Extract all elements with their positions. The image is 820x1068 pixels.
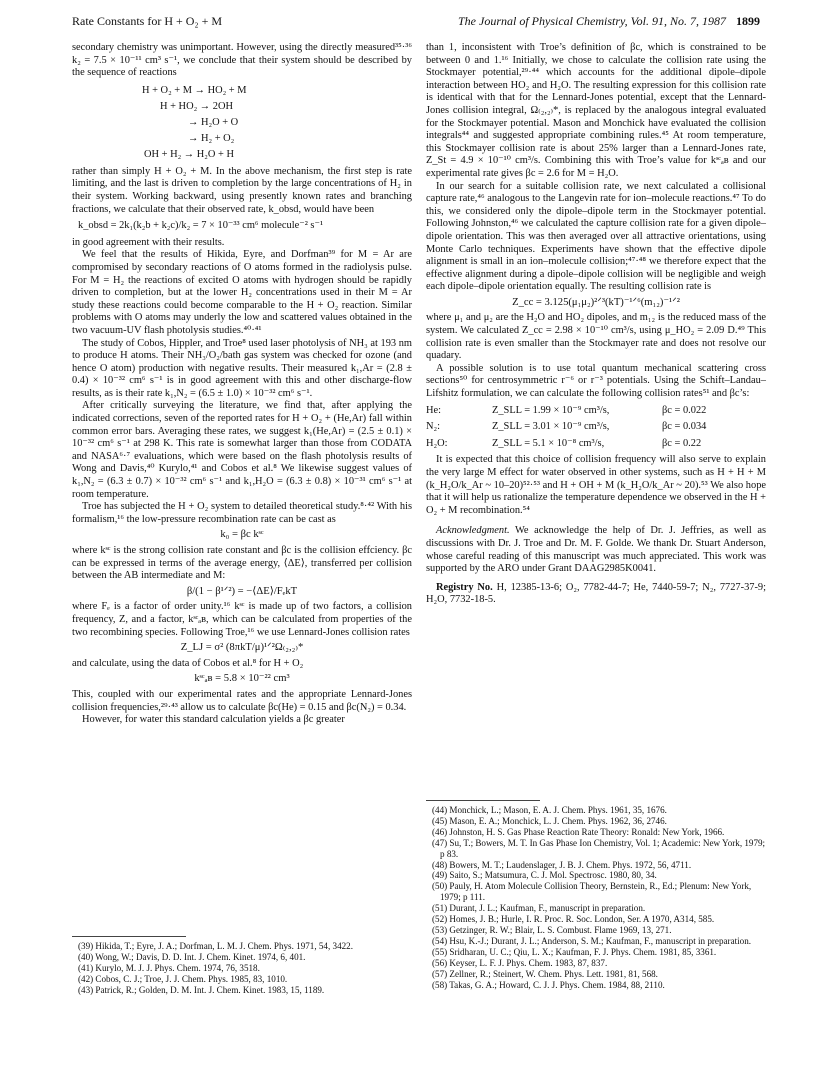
- footnote-rule: [72, 936, 186, 937]
- right-column: [426, 42, 766, 607]
- registry-text: H, 12385-13-6; O₂, 7782-44-7; He, 7440-59-7; N₂, 7727-37-9; H₂O, 7732-18-5.: [426, 581, 767, 606]
- beta-value: βc = 0.034: [662, 421, 707, 433]
- reaction-step: → H₂ + O₂: [188, 132, 235, 144]
- zsll-value: Z_SLL = 5.1 × 10⁻⁸ cm³/s,: [492, 437, 605, 449]
- reference-item: (53) Getzinger, R. W.; Blair, L. S. Combust. Flame 1969, 13, 271.: [432, 924, 672, 935]
- reaction-step: → H₂O + O: [188, 116, 239, 128]
- reference-item: (49) Saito, S.; Matsumura, C. J. Mol. Spectrosc. 1980, 80, 34.: [432, 870, 657, 881]
- species: H₂O:: [426, 437, 448, 449]
- reference-item: (50) Pauly, H. Atom Molecule Collision Theory, Bernstein, R., Ed.; Plenum: New York, 1979; p 111.: [432, 881, 752, 903]
- equation-beta: β/(1 − β¹ᐟ²) = −⟨ΔE⟩/FₑkT: [186, 585, 298, 597]
- journal-citation: The Journal of Physical Chemistry, Vol. 91, No. 7, 1987: [458, 14, 726, 28]
- reference-item: (45) Mason, E. A.; Monchick, L. J. Chem. Phys. 1962, 36, 2746.: [432, 815, 667, 826]
- zsll-value: Z_SLL = 1.99 × 10⁻⁹ cm³/s,: [492, 404, 610, 416]
- zsll-value: Z_SLL = 3.01 × 10⁻⁹ cm³/s,: [492, 421, 610, 433]
- paragraph: secondary chemistry was unimportant. However, using the directly measured³⁵·³⁶ k₂ = 7.5 × 10⁻¹¹ cm³ s⁻¹, we conclude that their system should be described by the sequence of reactions: [72, 42, 412, 79]
- registry-numbers: [426, 582, 766, 607]
- reaction-mechanism: [72, 83, 412, 163]
- page-number: 1899: [736, 14, 760, 28]
- registry-heading: Registry No.: [436, 581, 493, 593]
- equation-kobsd: k_obsd = 2k₁(k₂b + k₂c)/k₂ = 7 × 10⁻³³ cm⁶ molecule⁻² s⁻¹: [78, 220, 324, 232]
- equation-zcc: Z_cc = 3.125(μ₁μ₂)²ᐟ³(kT)⁻¹ᐟ⁶(m₁₂)⁻¹ᐟ²: [512, 296, 680, 308]
- reference-item: (55) Sridharan, U. C.; Qiu, L. X.; Kaufman, F. J. Phys. Chem. 1981, 85, 3361.: [432, 946, 717, 957]
- acknowledgment-heading: Acknowledgment.: [436, 525, 510, 537]
- reference-item: (43) Patrick, R.; Golden, D. M. Int. J. Chem. Kinet. 1983, 15, 1189.: [78, 984, 325, 995]
- paragraph: This, coupled with our experimental rates and the appropriate Lennard-Jones collision frequencies,²⁹·⁴³ allow us to calculate βc(He) = 0.15 and βc(N₂) = 0.34.: [72, 688, 412, 713]
- references-right: [426, 792, 766, 990]
- paragraph: We feel that the results of Hikida, Eyre, and Dorfman³⁹ for M = Ar are compromised by secondary reactions of O atoms formed in the radiolysis pulse. For M = H₂ the reactions of excited O atoms with hydrogen should be rapidly driven to completion, but at the lower H₂ concentrations used in their M = Ar study these reactions could become comparable to the H + O₂ reaction. Similar problems with O atoms may underly the low and scattered values obtained in the two vacuum-UV flash photolysis studies.⁴⁰·⁴¹: [72, 249, 412, 336]
- paragraph: and calculate, using the data of Cobos et al.⁸ for H + O₂: [72, 657, 304, 669]
- species: N₂:: [426, 421, 441, 433]
- paragraph: After critically surveying the literature, we find that, after applying the indicated corrections, seven of the reported rates for H + O₂ + (He,Ar) fall within common error bars. Averaging these rates, we suggest k₁(He,Ar) = (2.5 ± 0.1) × 10⁻³² cm⁶ s⁻¹ at 298 K. This rate is somewhat larger than those from CODATA and NASA⁶·⁷ evaluations, which were based on the flash photolysis results of Wong and Davis,⁴⁰ Kurylo,⁴¹ and Cobos et al.⁸ We likewise suggest values of k₁,N₂ = (6.3 ± 0.7) × 10⁻³² cm⁶ s⁻¹ and k₁,H₂O = (6.3 ± 0.8) × 10⁻³¹ cm⁶ s⁻¹ at room temperature.: [72, 400, 412, 500]
- journal-header: [458, 14, 760, 29]
- equation-kab: kˢᶜₐʙ = 5.8 × 10⁻²² cm³: [194, 673, 290, 685]
- reference-item: (46) Johnston, H. S. Gas Phase Reaction Rate Theory: Ronald: New York, 1966.: [432, 826, 725, 837]
- running-title: Rate Constants for H + O₂ + M: [72, 14, 223, 28]
- reference-item: (44) Monchick, L.; Mason, E. A. J. Chem. Phys. 1961, 35, 1676.: [432, 805, 667, 815]
- acknowledgment-text: We acknowledge the help of Dr. J. Jeffries, as well as discussions with Dr. J. Troe and Dr. M. F. Golde. We thank Dr. Stuart Anderson, whose careful reading of this manuscript was much appreciated. This work was supported by the ARO under Grant DAAG2985K0041.: [426, 525, 766, 575]
- reference-item: (51) Durant, J. L.; Kaufman, F., manuscript in preparation.: [432, 903, 646, 914]
- reference-item: (47) Su, T.; Bowers, M. T. In Gas Phase Ion Chemistry, Vol. 1; Academic: New York, 1979; p 83.: [432, 837, 766, 859]
- reference-item: (52) Homes, J. B.; Hurle, I. R. Proc. R. Soc. London, Ser. A 1970, A314, 585.: [432, 914, 715, 925]
- paragraph: in good agreement with their results.: [72, 236, 225, 248]
- beta-value: βc = 0.22: [662, 437, 702, 449]
- paragraph: In our search for a suitable collision rate, we next calculated a collisional capture rate,⁴⁶ analogous to the Langevin rate for ion–molecule reactions.⁴⁷ To do this, we considered only the dipole–dipole term in the Stockmayer potential. Following Johnston,⁴⁶ we calculated the capture collision rate for a given dipole–dipole orientation. This was then averaged over all attractive orientations, using Monte Carlo techniques. Experiments have shown that the effective dipole alignment is small in an ion–molecule collision;⁴⁷·⁴⁸ we therefore expect that the effective alignment during a dipole–dipole collision will be negligible and weigh each dipole–dipole orientation equally. The resulting collision rate is: [426, 180, 766, 293]
- reference-item: (54) Hsu, K.-J.; Durant, J. L.; Anderson, S. M.; Kaufman, F., manuscript in preparation.: [432, 935, 752, 946]
- paragraph: A possible solution is to use total quantum mechanical scattering cross sections⁵⁰ for centrosymmetric r⁻⁶ or r⁻³ potentials. Using the Schift–Landau–Lifshitz formulation, we can calculate the following collision rates⁵¹ and βc’s:: [426, 362, 766, 400]
- collision-rate-row: [426, 405, 766, 418]
- equation-k0: k₀ = βc kˢᶜ: [220, 529, 264, 541]
- reference-item: (48) Bowers, M. T.; Laudenslager, J. B. J. Chem. Phys. 1972, 56, 4711.: [432, 859, 692, 870]
- paragraph: Troe has subjected the H + O₂ system to detailed theoretical study.⁸·⁴² With his formalism,¹⁶ the low-pressure recombination rate can be cast as: [72, 501, 412, 525]
- left-column: [72, 42, 412, 727]
- reference-item: (57) Zellner, R.; Steinert, W. Chem. Phys. Lett. 1981, 81, 568.: [432, 968, 658, 979]
- collision-rate-row: [426, 438, 766, 451]
- paragraph: where μ₁ and μ₂ are the H₂O and HO₂ dipoles, and m₁₂ is the reduced mass of the system. We calculated Z_cc = 2.98 × 10⁻¹⁰ cm³/s, using μ_HO₂ = 2.09 D.⁴⁹ This collision rate is even smaller than the Stockmayer rate and does not resolve our quadary.: [426, 312, 766, 362]
- reaction-step: H + O₂ + M → HO₂ + M: [142, 84, 247, 96]
- reference-item: (41) Kurylo, M. J. J. Phys. Chem. 1974, 76, 3518.: [78, 962, 260, 973]
- collision-rate-row: [426, 421, 766, 434]
- reference-item: (39) Hikida, T.; Eyre, J. A.; Dorfman, L. M. J. Chem. Phys. 1971, 54, 3422.: [78, 941, 353, 951]
- paragraph: However, for water this standard calculation yields a βc greater: [82, 714, 345, 726]
- reference-item: (58) Takas, G. A.; Howard, C. J. J. Phys. Chem. 1984, 88, 2110.: [432, 979, 665, 990]
- equation-zlj: Z_LJ = σ² (8πkT/μ)¹ᐟ²Ω₍₂,₂₎*: [180, 642, 304, 654]
- paragraph: The study of Cobos, Hippler, and Troe⁸ used laser photolysis of NH₃ at 193 nm to produce H atoms. Their NH₃/O₂/bath gas system was checked for ozone (and hence O atom) production with negative results. Their measured k₁,Ar = (2.8 ± 0.4) × 10⁻³² cm⁶ s⁻¹ is in good agreement with this and other discharge-flow results, as is their rate k₁,N₂ = (6.5 ± 1.0) × 10⁻³² cm⁶ s⁻¹.: [72, 337, 412, 399]
- acknowledgment: [426, 525, 766, 575]
- paragraph: where Fₑ is a factor of order unity.¹⁶ kˢᶜ is made up of two factors, a collision frequency, Z, and a factor, kˢᶜₐʙ, which can be calculated from properties of the two recombining species. Following Troe,¹⁶ we use Lennard-Jones collision rates: [72, 601, 412, 638]
- reaction-step: OH + H₂ → H₂O + H: [144, 148, 234, 160]
- species: He:: [426, 404, 442, 416]
- paragraph: where kˢᶜ is the strong collision rate constant and βc is the collision effciency. βc can be expressed in terms of the average energy, ⟨ΔE⟩, transferred per collision between the AB intermediate and M:: [72, 545, 412, 582]
- paragraph: It is expected that this choice of collision frequency will also serve to explain the very large M effect for water observed in other systems, such as H + H + M (k_H₂O/k_Ar ~ 10–20)⁵²·⁵³ and H + OH + M (k_H₂O/k_Ar ~ 20).⁵³ We also hope that it will help us rationalize the temperature dependence we observed in the H + O₂ + M recombination.⁵⁴: [426, 454, 766, 516]
- beta-value: βc = 0.022: [662, 404, 707, 416]
- paragraph: than 1, inconsistent with Troe’s definition of βc, which is constrained to be between 0 and 1.¹⁶ Initially, we chose to calculate the collision rate using the Stockmayer potential,²⁹·⁴⁴ which accounts for the additional dipole–dipole interaction between HO₂ and H₂O. The resulting expression for this collision rate is identical with that for the Lennard-Jones potential, except that the Lennard-Jones collision integral, Ω₍₂,₂₎*, is replaced by the analogous integral evaluated for the Stockmayer potential. Mason and Monchick have evaluated the collision integrals⁴⁴ and suggested appropriate combining rules.⁴⁵ At room temperature, this Stockmayer collision rate is about 25% larger than a Lennard-Jones rate, Z_St = 4.9 × 10⁻¹⁰ cm³/s. Combining this with Troe’s value for kˢᶜₐʙ and our experimental rate gives βc = 2.6 for M = H₂O.: [426, 42, 766, 179]
- paragraph: rather than simply H + O₂ + M. In the above mechanism, the first step is rate limiting, and the last is driven to completion by the large concentrations of H₂ in their system. Working backward, using presently known rates and branching fractions, we calculate that their observed rate, k_obsd, would have been: [72, 165, 412, 215]
- reference-item: (42) Cobos, C. J.; Troe, J. J. Chem. Phys. 1985, 83, 1010.: [78, 973, 288, 984]
- reference-item: (56) Keyser, L. F. J. Phys. Chem. 1983, 87, 837.: [432, 957, 608, 968]
- reference-item: (40) Wong, W.; Davis, D. D. Int. J. Chem. Kinet. 1974, 6, 401.: [78, 951, 306, 962]
- footnote-rule: [426, 800, 540, 801]
- references-left: [72, 928, 412, 996]
- reaction-step: H + HO₂ → 2OH: [160, 100, 233, 112]
